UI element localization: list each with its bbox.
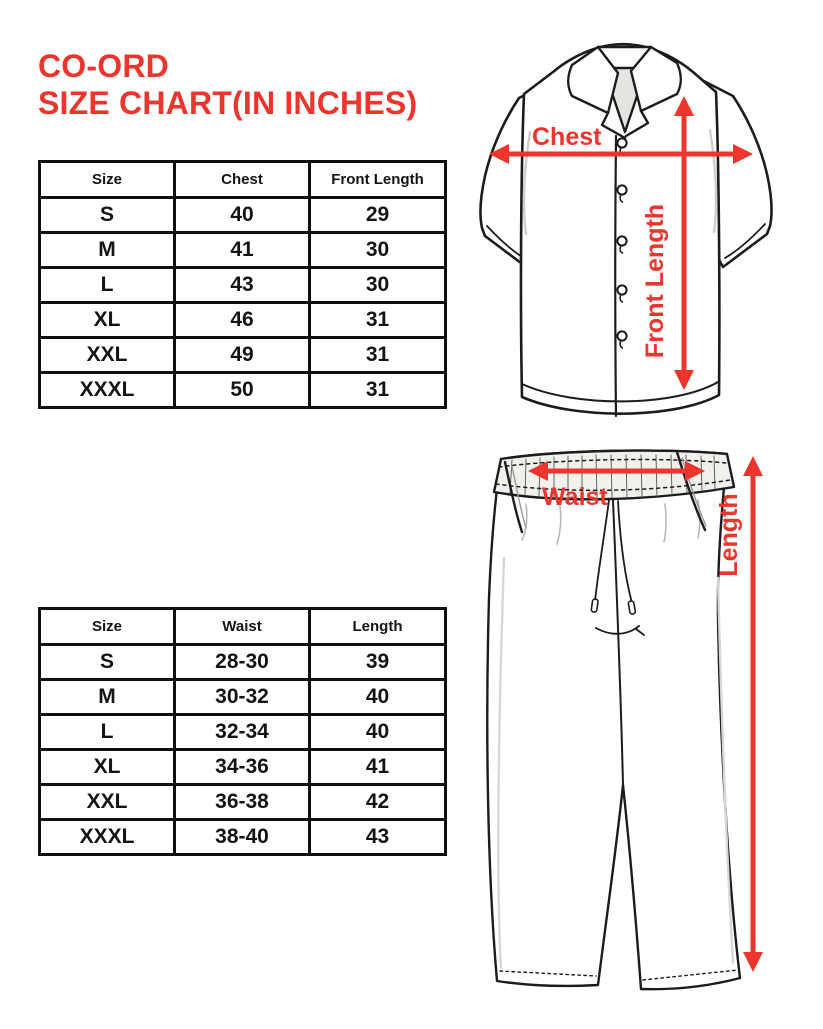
size-cell: XXXL: [40, 373, 175, 408]
size-cell: M: [40, 233, 175, 268]
value-cell: 28-30: [175, 645, 310, 680]
table-row: [40, 820, 446, 855]
page-title-line1: CO-ORD: [38, 48, 169, 84]
table-row: [40, 303, 446, 338]
size-cell: M: [40, 680, 175, 715]
size-cell: XL: [40, 750, 175, 785]
value-cell: 31: [310, 303, 446, 338]
length-arrow: [743, 456, 763, 972]
value-cell: 30-32: [175, 680, 310, 715]
table-row: [40, 268, 446, 303]
header-cell: Size: [40, 609, 175, 645]
value-cell: 31: [310, 338, 446, 373]
value-cell: 49: [175, 338, 310, 373]
size-cell: L: [40, 268, 175, 303]
value-cell: 30: [310, 268, 446, 303]
page-title-line2: SIZE CHART(IN INCHES): [38, 85, 418, 121]
table-row: [40, 785, 446, 820]
size-cell: XL: [40, 303, 175, 338]
header-cell: Length: [310, 609, 446, 645]
pants-sketch: [487, 451, 740, 990]
table-row: [40, 338, 446, 373]
table-row: [40, 715, 446, 750]
table-row: [40, 233, 446, 268]
size-cell: XXL: [40, 785, 175, 820]
table-header-row: [40, 609, 446, 645]
table-row: [40, 373, 446, 408]
value-cell: 40: [310, 680, 446, 715]
waist-label: Waist: [542, 483, 608, 511]
value-cell: 46: [175, 303, 310, 338]
shirt-size-table: [38, 160, 447, 409]
value-cell: 39: [310, 645, 446, 680]
value-cell: 40: [310, 715, 446, 750]
table-header-row: [40, 162, 446, 198]
value-cell: 38-40: [175, 820, 310, 855]
length-label: Length: [715, 493, 743, 577]
table-row: [40, 680, 446, 715]
front-length-label: Front Length: [641, 203, 669, 359]
size-cell: S: [40, 645, 175, 680]
size-cell: L: [40, 715, 175, 750]
value-cell: 41: [175, 233, 310, 268]
chest-label: Chest: [532, 123, 602, 151]
value-cell: 30: [310, 233, 446, 268]
header-cell: Waist: [175, 609, 310, 645]
header-cell: Chest: [175, 162, 310, 198]
shirt-placket: [615, 136, 616, 416]
value-cell: 41: [310, 750, 446, 785]
drawstring-aglet: [591, 599, 598, 613]
value-cell: 34-36: [175, 750, 310, 785]
value-cell: 43: [310, 820, 446, 855]
value-cell: 31: [310, 373, 446, 408]
drawstring-aglet: [628, 601, 636, 615]
value-cell: 32-34: [175, 715, 310, 750]
value-cell: 50: [175, 373, 310, 408]
table-row: [40, 750, 446, 785]
shirt-diagram: [462, 28, 814, 434]
size-cell: XXXL: [40, 820, 175, 855]
table-row: [40, 198, 446, 233]
page-title: [38, 48, 417, 122]
value-cell: 43: [175, 268, 310, 303]
pants-size-table: [38, 607, 447, 856]
pants-waistband: [494, 451, 734, 500]
size-cell: XXL: [40, 338, 175, 373]
header-cell: Front Length: [310, 162, 446, 198]
value-cell: 36-38: [175, 785, 310, 820]
value-cell: 29: [310, 198, 446, 233]
size-cell: S: [40, 198, 175, 233]
table-row: [40, 645, 446, 680]
value-cell: 40: [175, 198, 310, 233]
header-cell: Size: [40, 162, 175, 198]
value-cell: 42: [310, 785, 446, 820]
pants-diagram: [460, 438, 820, 1012]
